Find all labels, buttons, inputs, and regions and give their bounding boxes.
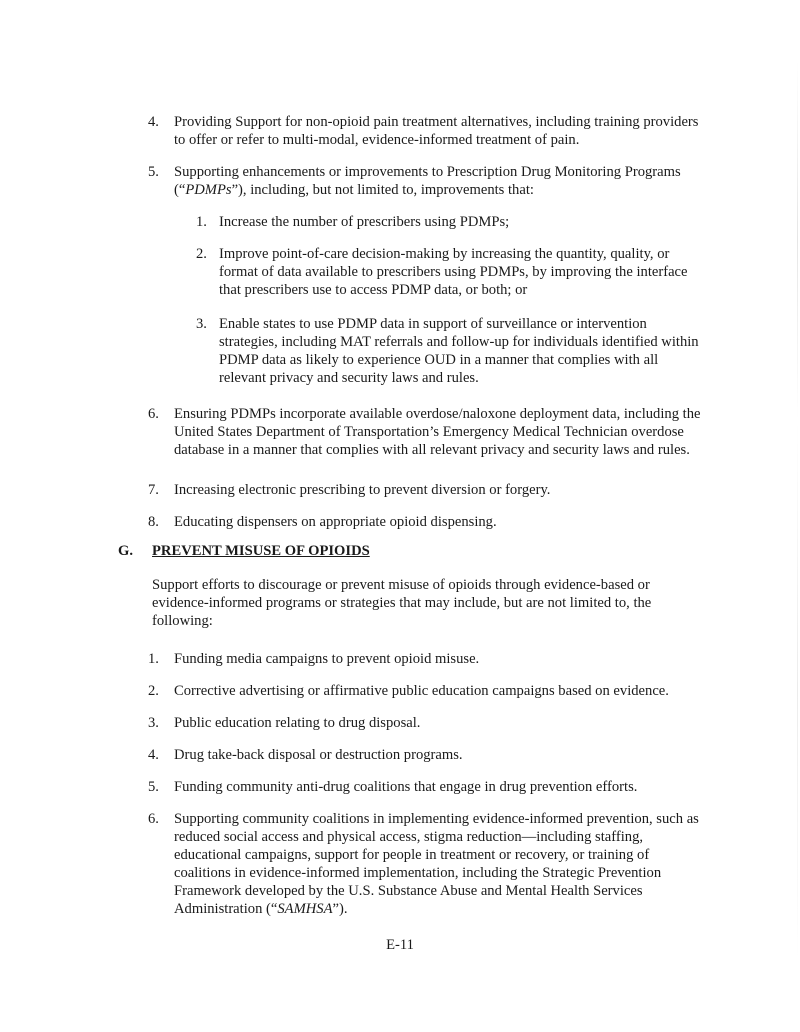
sub-list-item-text: Enable states to use PDMP data in support of surveillance or intervention strategies, including MAT referrals and follow-up for individuals identified within PDMP data as likely to experience OUD in a manner that complies with all relevant privacy and security laws and rules.: [219, 316, 699, 386]
section-intro-paragraph: Support efforts to discourage or prevent misuse of opioids through evidence-based or evidence-informed programs or strategies that may include, but are not limited to, the following:: [152, 577, 652, 629]
list-item-text: Increasing electronic prescribing to prevent diversion or forgery.: [174, 482, 551, 498]
list-item-text: Educating dispensers on appropriate opioid dispensing.: [174, 514, 497, 530]
list-item-text: Providing Support for non-opioid pain treatment alternatives, including training providers to offer or refer to multi-modal, evidence-informed treatment of pain.: [174, 114, 699, 148]
list-item-text: Corrective advertising or affirmative public education campaigns based on evidence.: [174, 683, 669, 699]
list-item-number: 6.: [148, 406, 159, 422]
list-item-text: Ensuring PDMPs incorporate available overdose/naloxone deployment data, including the United States Department of Transportation’s Emergency Medical Technician overdose database in a manner that complies with all relevant privacy and security laws and rules.: [174, 406, 701, 458]
list-item-number: 4.: [148, 747, 159, 763]
sub-list-item-number: 3.: [196, 316, 207, 332]
list-item-text: Public education relating to drug disposal.: [174, 715, 421, 731]
page-number: E-11: [386, 937, 414, 953]
list-item-number: 3.: [148, 715, 159, 731]
list-item-number: 5.: [148, 779, 159, 795]
list-item-number: 6.: [148, 811, 159, 827]
sub-list-item-number: 2.: [196, 246, 207, 262]
list-item-number: 2.: [148, 683, 159, 699]
defined-term: SAMHSA: [277, 901, 333, 917]
list-item-text: Supporting enhancements or improvements to Prescription Drug Monitoring Programs (“PDMPs”), including, but not limited to, improvements that:: [174, 164, 681, 198]
section-heading: [118, 542, 618, 560]
list-item-text: Funding media campaigns to prevent opioid misuse.: [174, 651, 480, 667]
list-item-text: Funding community anti-drug coalitions that engage in drug prevention efforts.: [174, 779, 638, 795]
defined-term: PDMPs: [185, 182, 232, 198]
scan-edge-artifact: [797, 60, 798, 960]
list-item-number: 7.: [148, 482, 159, 498]
list-item-number: 8.: [148, 514, 159, 530]
list-item-number: 5.: [148, 164, 159, 180]
sub-list-item-text: Increase the number of prescribers using PDMPs;: [219, 214, 510, 230]
list-item-number: 1.: [148, 651, 159, 667]
section-title: PREVENT MISUSE OF OPIOIDS: [152, 543, 370, 559]
sub-list-item-number: 1.: [196, 214, 207, 230]
list-item-text: Drug take-back disposal or destruction programs.: [174, 747, 463, 763]
list-item-number: 4.: [148, 114, 159, 130]
list-item-text: Supporting community coalitions in implementing evidence-informed prevention, such as reduced social access and physical access, stigma reduction—including staffing, educational campaigns, support for people in treatment or recovery, or training of coalitions in evidence-informed implementation, including the Strategic Prevention Framework developed by the U.S. Substance Abuse and Mental Health Services Administration (“SAMHSA”).: [174, 811, 699, 917]
section-letter: G.: [118, 543, 133, 559]
sub-list-item-text: Improve point-of-care decision-making by increasing the quantity, quality, or format of data available to prescribers using PDMPs, by improving the interface that prescribers use to access PDMP data, or both; or: [219, 246, 688, 298]
